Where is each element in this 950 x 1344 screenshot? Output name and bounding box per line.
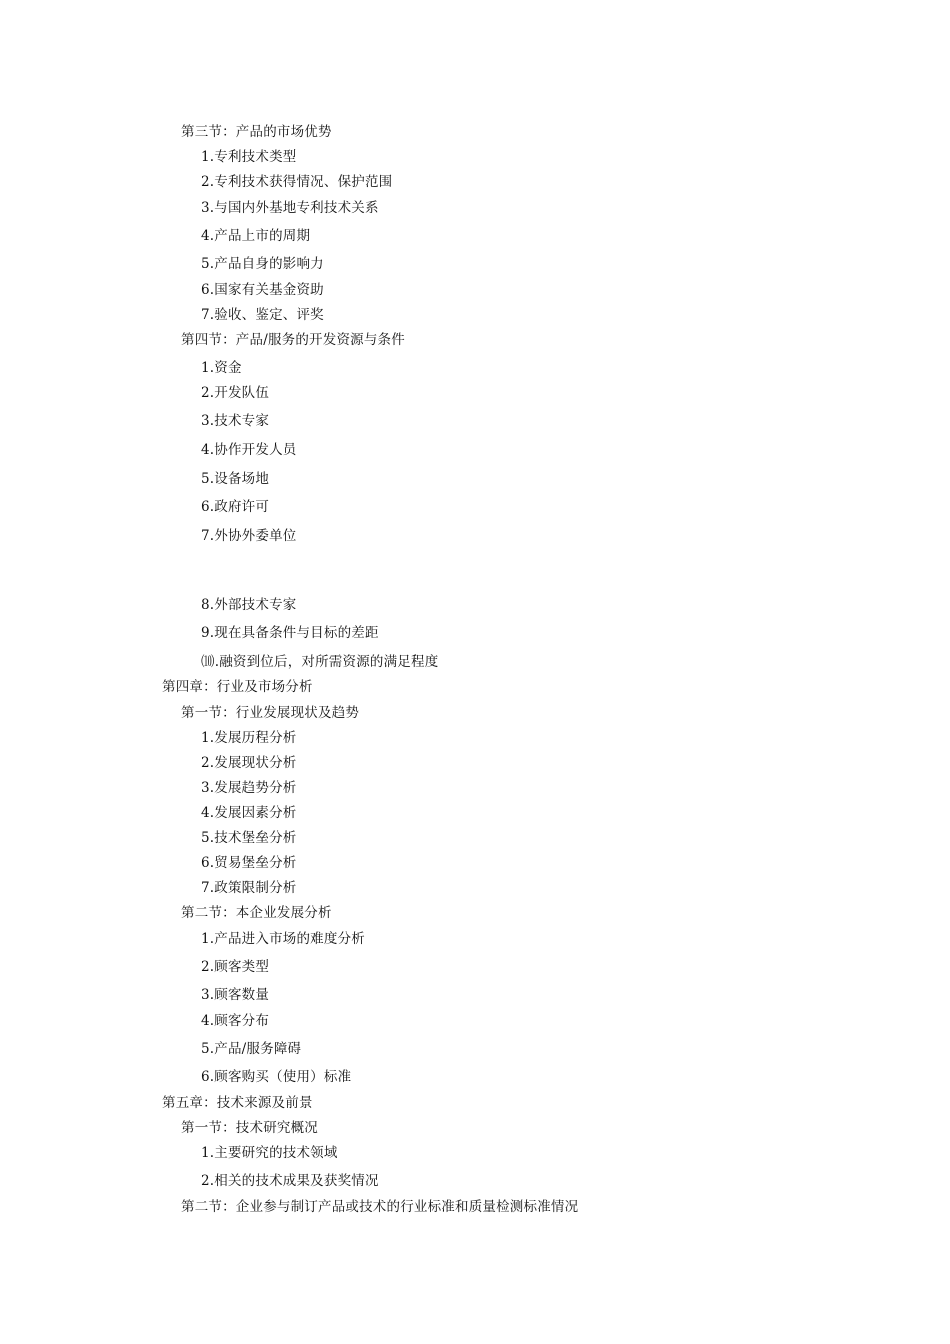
- list-item: 3.发展趋势分析: [201, 780, 297, 796]
- list-item: 7.验收、鉴定、评奖: [201, 307, 324, 323]
- list-item: 3.与国内外基地专利技术关系: [201, 200, 379, 216]
- list-item: 1.资金: [201, 360, 242, 376]
- list-item: 1.产品进入市场的难度分析: [201, 931, 365, 947]
- list-item: 4.产品上市的周期: [201, 228, 311, 244]
- list-item: 7.政策限制分析: [201, 880, 297, 896]
- list-item: ⑽.融资到位后，对所需资源的满足程度: [201, 654, 439, 670]
- list-item: 3.顾客数量: [201, 987, 270, 1003]
- list-item: 2.相关的技术成果及获奖情况: [201, 1173, 379, 1189]
- list-item: 5.产品/服务障碍: [201, 1041, 302, 1057]
- chapter-heading: 第五章：技术来源及前景: [162, 1095, 313, 1111]
- list-item: 2.顾客类型: [201, 959, 270, 975]
- list-item: 1.发展历程分析: [201, 730, 297, 746]
- section-heading: 第二节：本企业发展分析: [181, 905, 332, 921]
- list-item: 6.政府许可: [201, 499, 270, 515]
- list-item: 4.发展因素分析: [201, 805, 297, 821]
- list-item: 6.顾客购买（使用）标准: [201, 1069, 352, 1085]
- list-item: 1.专利技术类型: [201, 149, 297, 165]
- section-heading: 第四节：产品/服务的开发资源与条件: [181, 332, 405, 348]
- list-item: 1.主要研究的技术领域: [201, 1145, 338, 1161]
- list-item: 8.外部技术专家: [201, 597, 297, 613]
- section-heading: 第二节：企业参与制订产品或技术的行业标准和质量检测标准情况: [181, 1199, 579, 1215]
- list-item: 5.技术堡垒分析: [201, 830, 297, 846]
- list-item: 6.国家有关基金资助: [201, 282, 324, 298]
- chapter-heading: 第四章：行业及市场分析: [162, 679, 313, 695]
- list-item: 2.发展现状分析: [201, 755, 297, 771]
- list-item: 9.现在具备条件与目标的差距: [201, 625, 379, 641]
- list-item: 6.贸易堡垒分析: [201, 855, 297, 871]
- section-heading: 第三节：产品的市场优势: [181, 124, 332, 140]
- section-heading: 第一节：技术研究概况: [181, 1120, 318, 1136]
- list-item: 5.设备场地: [201, 471, 270, 487]
- list-item: 7.外协外委单位: [201, 528, 297, 544]
- list-item: 5.产品自身的影响力: [201, 256, 324, 272]
- list-item: 3.技术专家: [201, 413, 270, 429]
- section-heading: 第一节：行业发展现状及趋势: [181, 705, 360, 721]
- list-item: 4.顾客分布: [201, 1013, 270, 1029]
- list-item: 2.专利技术获得情况、保护范围: [201, 174, 393, 190]
- list-item: 4.协作开发人员: [201, 442, 297, 458]
- list-item: 2.开发队伍: [201, 385, 270, 401]
